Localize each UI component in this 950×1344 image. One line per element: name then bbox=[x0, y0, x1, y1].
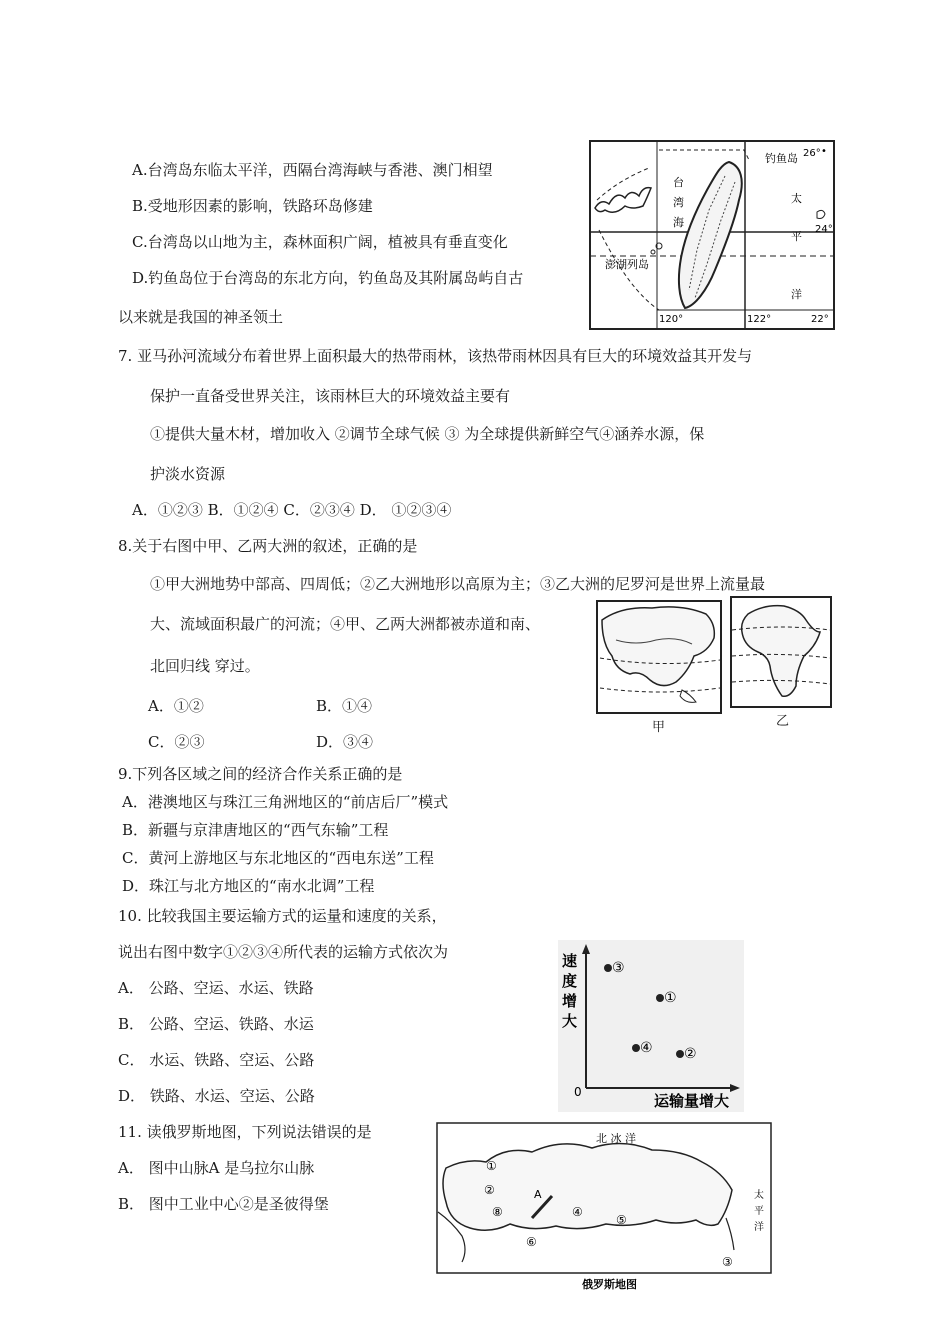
q11-option-a: A． 图中山脉A 是乌拉尔山脉 bbox=[118, 1159, 315, 1177]
strait-char-3: 海 bbox=[673, 216, 684, 229]
point-2-dot bbox=[676, 1050, 684, 1058]
city-5-label: ⑤ bbox=[616, 1213, 627, 1227]
y-axis-char-3: 增 bbox=[562, 992, 578, 1010]
q8-stem: 8.关于右图中甲、乙两大洲的叙述，正确的是 bbox=[118, 537, 418, 555]
city-2-label: ② bbox=[484, 1183, 495, 1197]
lat-24-label: 24° bbox=[815, 224, 833, 235]
q7-items-line1: ①提供大量木材，增加收入 ②调节全球气候 ③ 为全球提供新鲜空气④涵养水源，保 bbox=[150, 425, 705, 443]
q8-option-a: A．①② bbox=[148, 697, 204, 715]
q10-stem-line1: 10. 比较我国主要运输方式的运量和速度的关系， bbox=[118, 907, 447, 925]
q7-stem-line1: 7. 亚马孙河流域分布着世界上面积最大的热带雨林，该热带雨林因具有巨大的环境效益其开发与 bbox=[118, 347, 753, 365]
pacific-char-3: 洋 bbox=[754, 1222, 764, 1233]
q7-items-line2: 护淡水资源 bbox=[150, 465, 226, 483]
x-axis-label: 运输量增大 bbox=[654, 1092, 730, 1110]
city-4-label: ④ bbox=[572, 1205, 583, 1219]
q9-option-a: A．港澳地区与珠江三角洲地区的“前店后厂”模式 bbox=[122, 793, 449, 811]
q11-option-b: B． 图中工业中心②是圣彼得堡 bbox=[118, 1195, 329, 1213]
q10-option-d: D． 铁路、水运、空运、公路 bbox=[118, 1087, 315, 1105]
q10-option-c: C． 水运、铁路、空运、公路 bbox=[118, 1051, 315, 1069]
point-4-label: ④ bbox=[640, 1040, 653, 1056]
penghu-label: 澎湖列岛 bbox=[605, 258, 649, 271]
q9-stem: 9.下列各区域之间的经济合作关系正确的是 bbox=[118, 765, 403, 783]
q9-option-b: B．新疆与京津唐地区的“西气东输”工程 bbox=[122, 821, 389, 839]
q8-items-line3: 北回归线 穿过。 bbox=[150, 657, 260, 675]
q9-option-d: D．珠江与北方地区的“南水北调”工程 bbox=[122, 877, 375, 895]
taiwan-map bbox=[589, 140, 835, 330]
lon-122-label: 122° bbox=[747, 314, 772, 325]
pacific-char-2: 平 bbox=[754, 1206, 764, 1217]
q8-option-b: B．①④ bbox=[316, 697, 373, 715]
q7-options: A．①②③ B．①②④ C．②③④ D． ①②③④ bbox=[132, 501, 452, 519]
q9-option-c: C．黄河上游地区与东北地区的“西电东送”工程 bbox=[122, 849, 434, 867]
pacific-char-2: 平 bbox=[791, 230, 802, 243]
q8-items-line1: ①甲大洲地势中部高、四周低；②乙大洲地形以高原为主；③乙大洲的尼罗河是世界上流量最 bbox=[150, 575, 766, 593]
lat-22-label: 22° bbox=[811, 314, 829, 325]
city-6-label: ⑥ bbox=[526, 1235, 537, 1249]
point-2-label: ② bbox=[684, 1046, 697, 1062]
strait-char-1: 台 bbox=[673, 176, 684, 189]
city-1-label: ① bbox=[486, 1159, 497, 1173]
q6-option-a: A.台湾岛东临太平洋，西隔台湾海峡与香港、澳门相望 bbox=[132, 161, 493, 179]
q7-stem-line2: 保护一直备受世界关注，该雨林巨大的环境效益主要有 bbox=[150, 387, 511, 405]
diaoyu-label: 钓鱼岛 bbox=[765, 152, 798, 165]
city-8-label: ⑧ bbox=[492, 1205, 503, 1219]
q6-option-d: D.钓鱼岛位于台湾岛的东北方向，钓鱼岛及其附属岛屿自古 bbox=[132, 269, 524, 287]
point-1-label: ① bbox=[664, 990, 677, 1006]
caption-yi: 乙 bbox=[776, 714, 790, 729]
russia-map-caption: 俄罗斯地图 bbox=[582, 1278, 637, 1291]
point-3-label: ③ bbox=[612, 960, 625, 976]
q8-items-line2: 大、流域面积最广的河流；④甲、乙两大洲都被赤道和南、 bbox=[150, 615, 541, 633]
point-3-dot bbox=[604, 964, 612, 972]
strait-char-2: 湾 bbox=[673, 196, 684, 209]
q6-option-c: C.台湾岛以山地为主，森林面积广阔，植被具有垂直变化 bbox=[132, 233, 508, 251]
asia-map bbox=[596, 600, 722, 714]
y-axis-char-4: 大 bbox=[562, 1012, 578, 1030]
mountain-a-label: A bbox=[534, 1188, 542, 1201]
q6-option-b: B.受地形因素的影响，铁路环岛修建 bbox=[132, 197, 373, 215]
y-axis-char-2: 度 bbox=[562, 972, 578, 990]
city-3-label: ③ bbox=[722, 1255, 733, 1269]
point-1-dot bbox=[656, 994, 664, 1002]
y-axis-char-1: 速 bbox=[562, 952, 578, 970]
svg-text:•: • bbox=[821, 146, 827, 157]
q10-option-b: B． 公路、空运、铁路、水运 bbox=[118, 1015, 314, 1033]
q6-option-d-continued: 以来就是我国的神圣领土 bbox=[118, 308, 284, 326]
q11-stem: 11. 读俄罗斯地图，下列说法错误的是 bbox=[118, 1123, 372, 1141]
transport-chart bbox=[558, 940, 744, 1112]
pacific-char-1: 太 bbox=[791, 192, 802, 205]
q10-option-a: A． 公路、空运、水运、铁路 bbox=[118, 979, 314, 997]
russia-map bbox=[436, 1122, 772, 1292]
pacific-char-3: 洋 bbox=[791, 288, 802, 301]
pacific-char-1: 太 bbox=[754, 1190, 764, 1201]
q8-option-c: C．②③ bbox=[148, 733, 205, 751]
q10-stem-line2: 说出右图中数字①②③④所代表的运输方式依次为 bbox=[118, 943, 449, 961]
africa-map bbox=[730, 596, 832, 708]
q8-option-d: D．③④ bbox=[316, 733, 374, 751]
arctic-label: 北 冰 洋 bbox=[596, 1132, 636, 1145]
lon-120-label: 120° bbox=[659, 314, 684, 325]
point-4-dot bbox=[632, 1044, 640, 1052]
caption-jia: 甲 bbox=[652, 720, 666, 735]
origin-label: 0 bbox=[574, 1085, 582, 1099]
lat-26-label: 26° bbox=[803, 148, 821, 159]
